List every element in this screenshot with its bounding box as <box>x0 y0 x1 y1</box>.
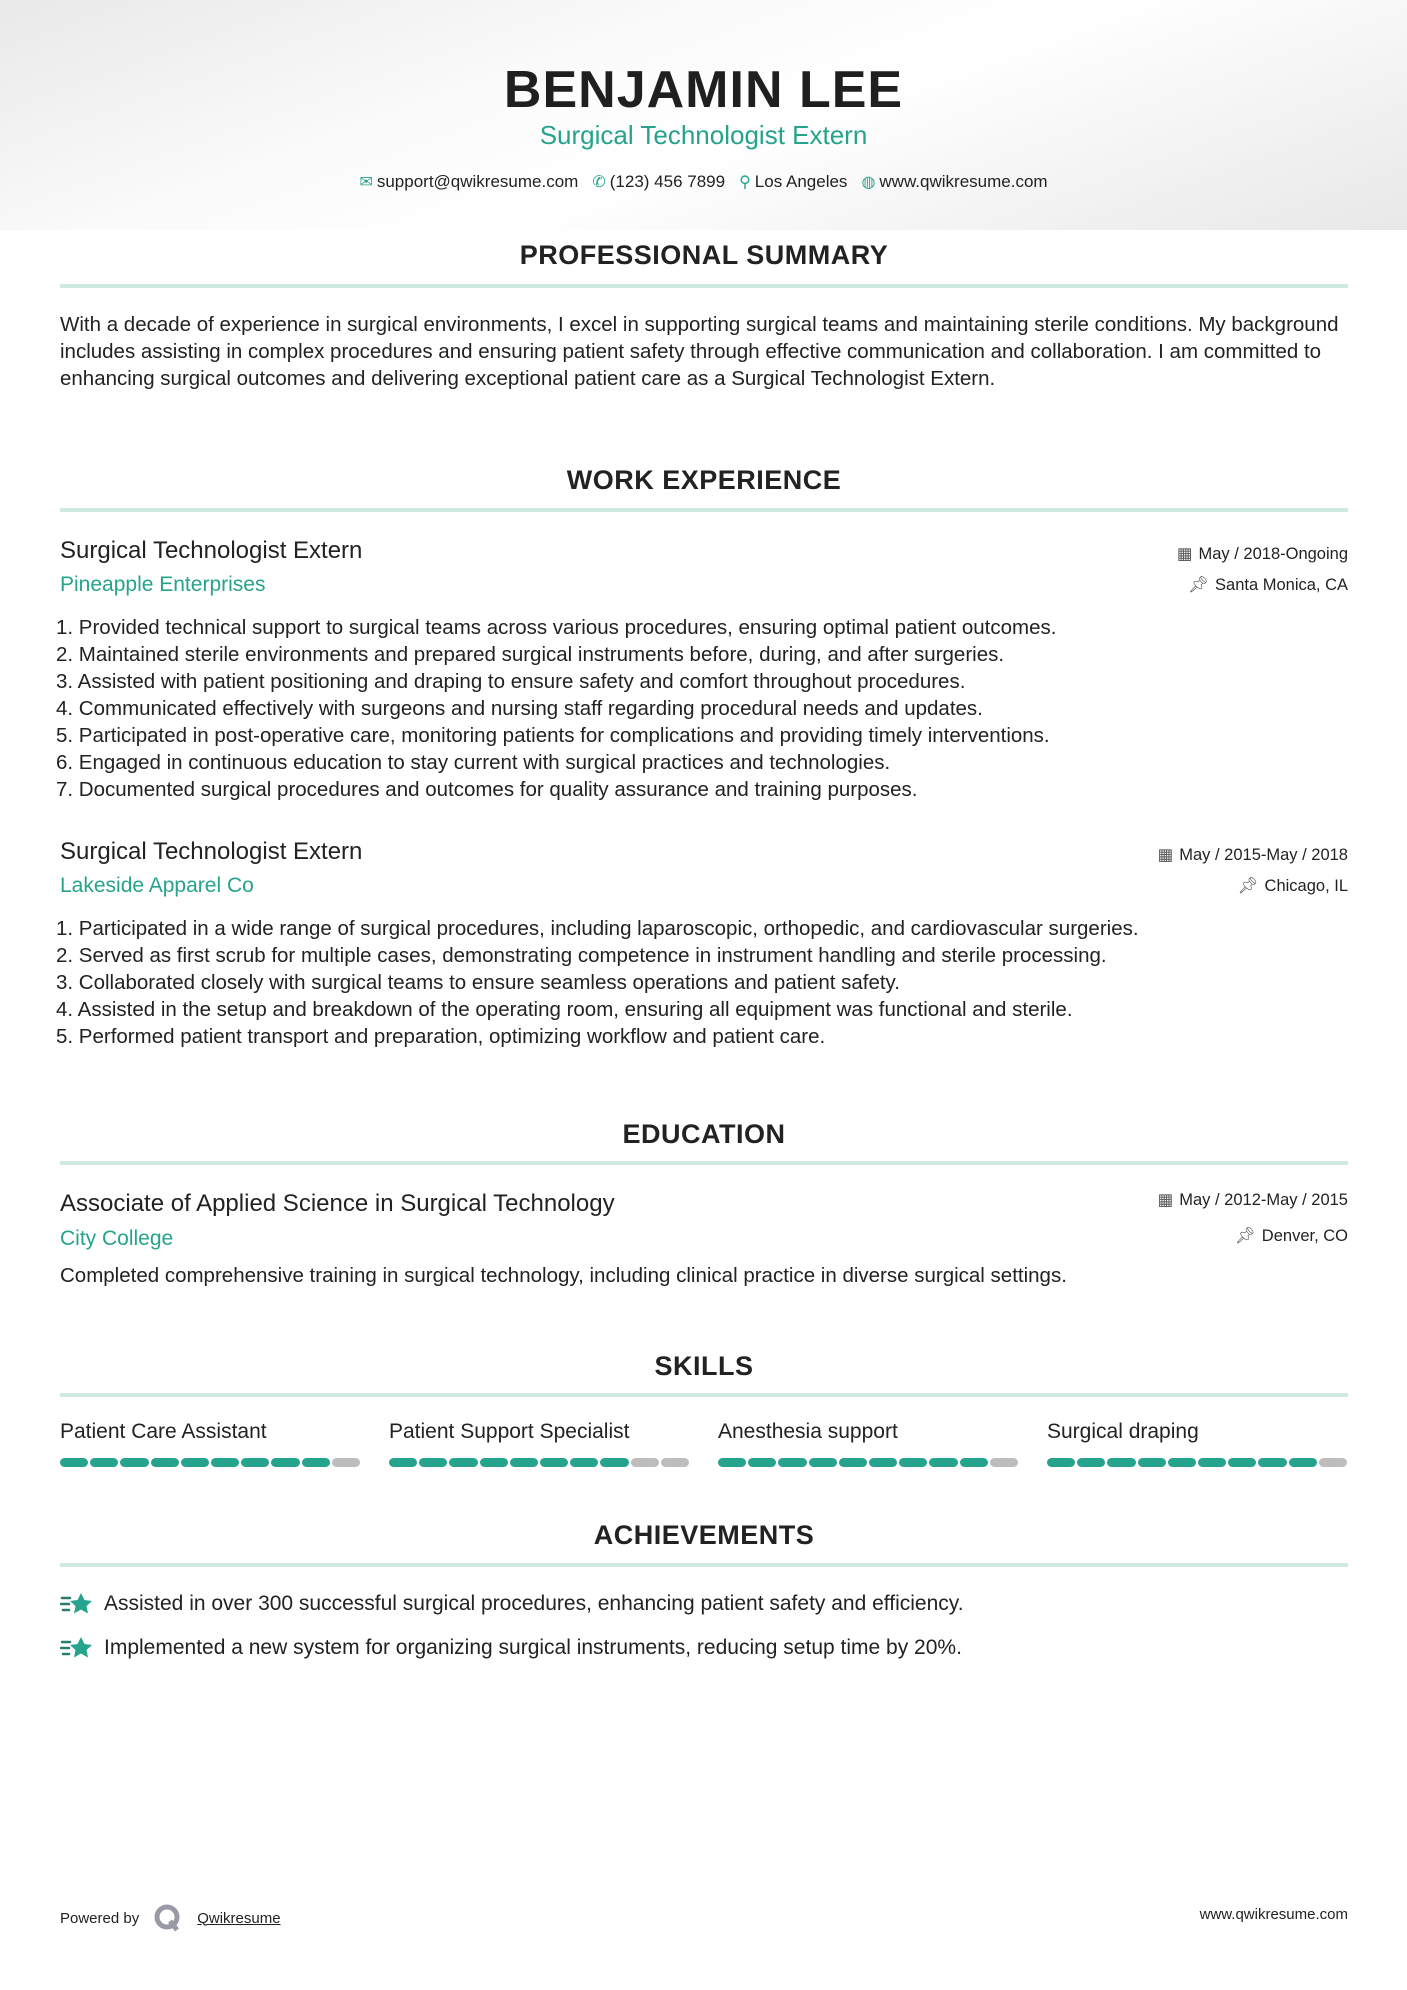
job-date-text: May / 2015-May / 2018 <box>1179 846 1348 864</box>
star-icon <box>60 1590 94 1618</box>
bullet-item: 3. Assisted with patient positioning and draping to ensure safety and comfort throughout procedures. <box>56 670 966 693</box>
skill-item <box>60 1420 360 1467</box>
skill-level-segment <box>480 1458 508 1467</box>
achievement-item <box>60 1590 964 1618</box>
skills-heading: SKILLS <box>654 1351 754 1381</box>
bullet-item: 2. Maintained sterile environments and prepared surgical instruments before, during, and after surgeries. <box>56 643 1005 666</box>
skill-level-segment <box>449 1458 477 1467</box>
summary-heading: PROFESSIONAL SUMMARY <box>519 240 889 270</box>
bullet-item: 1. Provided technical support to surgical teams across various procedures, ensuring optimal patient outcomes. <box>56 616 1057 639</box>
skill-level-segment <box>869 1458 897 1467</box>
bullet-item: 5. Participated in post-operative care, monitoring patients for complications and providing timely interventions. <box>56 724 1050 747</box>
contact-text: www.qwikresume.com <box>879 172 1048 191</box>
skill-level-segment <box>302 1458 330 1467</box>
skill-level-segment <box>809 1458 837 1467</box>
contact-text: support@qwikresume.com <box>376 172 579 191</box>
skill-level-segment <box>1258 1458 1286 1467</box>
contact-item[interactable] <box>739 172 847 192</box>
envelope-icon: ✉ <box>359 174 373 191</box>
skill-level-segment <box>1107 1458 1135 1467</box>
skill-level-segment <box>419 1458 447 1467</box>
skill-level-segment <box>661 1458 689 1467</box>
bullet-item: 3. Collaborated closely with surgical teams to ensure seamless operations and patient safety. <box>56 971 900 994</box>
skill-level-segment <box>899 1458 927 1467</box>
job-company: Lakeside Apparel Co <box>60 874 254 897</box>
bullet-item: 7. Documented surgical procedures and outcomes for quality assurance and training purposes. <box>56 778 918 801</box>
candidate-name: BENJAMIN LEE <box>503 61 904 119</box>
skill-level-segment <box>1168 1458 1196 1467</box>
phone-icon: ✆ <box>592 174 606 191</box>
globe-icon: ◍ <box>861 174 876 191</box>
contact-text: (123) 456 7899 <box>609 172 726 191</box>
divider <box>60 284 1348 288</box>
contact-item[interactable] <box>861 172 1047 192</box>
job-date <box>1158 845 1348 865</box>
skill-name: Anesthesia support <box>718 1420 898 1443</box>
job-location <box>1238 877 1348 896</box>
achievement-text: Implemented a new system for organizing surgical instruments, reducing setup time by 20%. <box>104 1636 962 1659</box>
skill-level-segment <box>1228 1458 1256 1467</box>
job-company: Pineapple Enterprises <box>60 573 266 596</box>
skill-level-segment <box>748 1458 776 1467</box>
divider <box>60 1161 1348 1165</box>
experience-heading: WORK EXPERIENCE <box>566 465 842 495</box>
skill-level-segment <box>211 1458 239 1467</box>
skill-level-segment <box>990 1458 1018 1467</box>
skill-item <box>389 1420 689 1467</box>
skill-level-segment <box>90 1458 118 1467</box>
school: City College <box>60 1227 174 1250</box>
calendar-icon: ▦ <box>1176 545 1193 563</box>
skill-level-segment <box>600 1458 628 1467</box>
pin-icon: 📌︎ <box>1237 877 1259 895</box>
edu-location <box>1235 1227 1348 1246</box>
education-heading: EDUCATION <box>622 1119 786 1149</box>
skill-level-segment <box>570 1458 598 1467</box>
summary-text: With a decade of experience in surgical environments, I excel in supporting surgical teams and maintaining sterile conditions. My background includes assisting in complex procedures and ensuring patient safety through effective communication and collaboration. I am committed to enhancing surgical outcomes and delivering exceptional patient care as a Surgical Technologist Extern. <box>60 313 1339 390</box>
edu-description: Completed comprehensive training in surgical technology, including clinical practice in diverse surgical settings. <box>60 1264 1067 1287</box>
skill-level-segment <box>389 1458 417 1467</box>
skill-level-segment <box>960 1458 988 1467</box>
skill-level-segment <box>1077 1458 1105 1467</box>
powered-by-label: Powered by <box>60 1909 140 1927</box>
calendar-icon: ▦ <box>1157 846 1174 864</box>
contact-text: Los Angeles <box>754 172 848 191</box>
bullet-item: 4. Communicated effectively with surgeons and nursing staff regarding procedural needs and updates. <box>56 697 983 720</box>
skill-level-segment <box>120 1458 148 1467</box>
footer-powered <box>60 1903 281 1933</box>
skill-level-segment <box>60 1458 88 1467</box>
job-bullets <box>56 614 1356 803</box>
skill-level-segment <box>510 1458 538 1467</box>
skill-level-bar <box>1047 1458 1347 1467</box>
bullet-item: 6. Engaged in continuous education to stay current with surgical practices and technologies. <box>56 751 891 774</box>
skill-level-segment <box>929 1458 957 1467</box>
location-pin-icon: ⚲ <box>739 174 751 191</box>
skill-level-segment <box>1198 1458 1226 1467</box>
contact-bar <box>0 172 1407 192</box>
edu-date <box>1158 1190 1348 1210</box>
job-title: Surgical Technologist Extern <box>60 537 363 564</box>
edu-date-text: May / 2012-May / 2015 <box>1179 1191 1348 1209</box>
bullet-item: 1. Participated in a wide range of surgical procedures, including laparoscopic, orthopedic, and cardiovascular surgeries. <box>56 917 1139 940</box>
job-location-text: Chicago, IL <box>1264 877 1348 895</box>
skill-level-segment <box>241 1458 269 1467</box>
job-title: Surgical Technologist Extern <box>60 838 363 865</box>
footer-url[interactable]: www.qwikresume.com <box>1199 1906 1348 1923</box>
degree: Associate of Applied Science in Surgical Technology <box>60 1190 615 1217</box>
divider <box>60 1393 1348 1397</box>
job-date <box>1177 544 1348 564</box>
job-location-text: Santa Monica, CA <box>1215 576 1348 594</box>
skill-item <box>718 1420 1018 1467</box>
skill-level-bar <box>389 1458 689 1467</box>
skill-level-segment <box>271 1458 299 1467</box>
divider <box>60 1563 1348 1567</box>
qwikresume-link[interactable]: Qwikresume <box>197 1909 281 1927</box>
calendar-icon: ▦ <box>1157 1191 1174 1209</box>
skill-level-segment <box>332 1458 360 1467</box>
star-icon <box>60 1634 94 1662</box>
skill-level-segment <box>181 1458 209 1467</box>
skill-level-segment <box>540 1458 568 1467</box>
job-date-text: May / 2018-Ongoing <box>1198 545 1348 563</box>
skill-level-segment <box>1289 1458 1317 1467</box>
candidate-title: Surgical Technologist Extern <box>539 120 868 150</box>
skill-level-segment <box>718 1458 746 1467</box>
bullet-item: 4. Assisted in the setup and breakdown of the operating room, ensuring all equipment was functional and sterile. <box>56 998 1073 1021</box>
skills-list <box>60 1420 1348 1467</box>
qwikresume-logo-icon <box>153 1903 183 1933</box>
contact-item[interactable] <box>592 172 725 192</box>
achievements-heading: ACHIEVEMENTS <box>593 1520 815 1550</box>
divider <box>60 508 1348 512</box>
skill-name: Patient Support Specialist <box>389 1420 630 1443</box>
skill-level-segment <box>1138 1458 1166 1467</box>
skill-level-segment <box>1047 1458 1075 1467</box>
skill-level-segment <box>778 1458 806 1467</box>
achievement-text: Assisted in over 300 successful surgical procedures, enhancing patient safety and efficiency. <box>104 1592 964 1615</box>
contact-item[interactable] <box>359 172 578 192</box>
job-location <box>1188 576 1348 595</box>
skill-name: Surgical draping <box>1047 1420 1199 1443</box>
skill-level-segment <box>631 1458 659 1467</box>
pin-icon: 📌︎ <box>1234 1227 1256 1245</box>
bullet-item: 5. Performed patient transport and preparation, optimizing workflow and patient care. <box>56 1025 826 1048</box>
skill-level-segment <box>151 1458 179 1467</box>
achievement-item <box>60 1634 962 1662</box>
edu-location-text: Denver, CO <box>1261 1227 1348 1245</box>
bullet-item: 2. Served as first scrub for multiple cases, demonstrating competence in instrument handling and sterile processing. <box>56 944 1107 967</box>
skill-level-segment <box>839 1458 867 1467</box>
skill-level-bar <box>718 1458 1018 1467</box>
pin-icon: 📌︎ <box>1188 576 1210 594</box>
skill-level-segment <box>1319 1458 1347 1467</box>
skill-item <box>1047 1420 1347 1467</box>
skill-name: Patient Care Assistant <box>60 1420 267 1443</box>
skill-level-bar <box>60 1458 360 1467</box>
job-bullets <box>56 915 1356 1050</box>
